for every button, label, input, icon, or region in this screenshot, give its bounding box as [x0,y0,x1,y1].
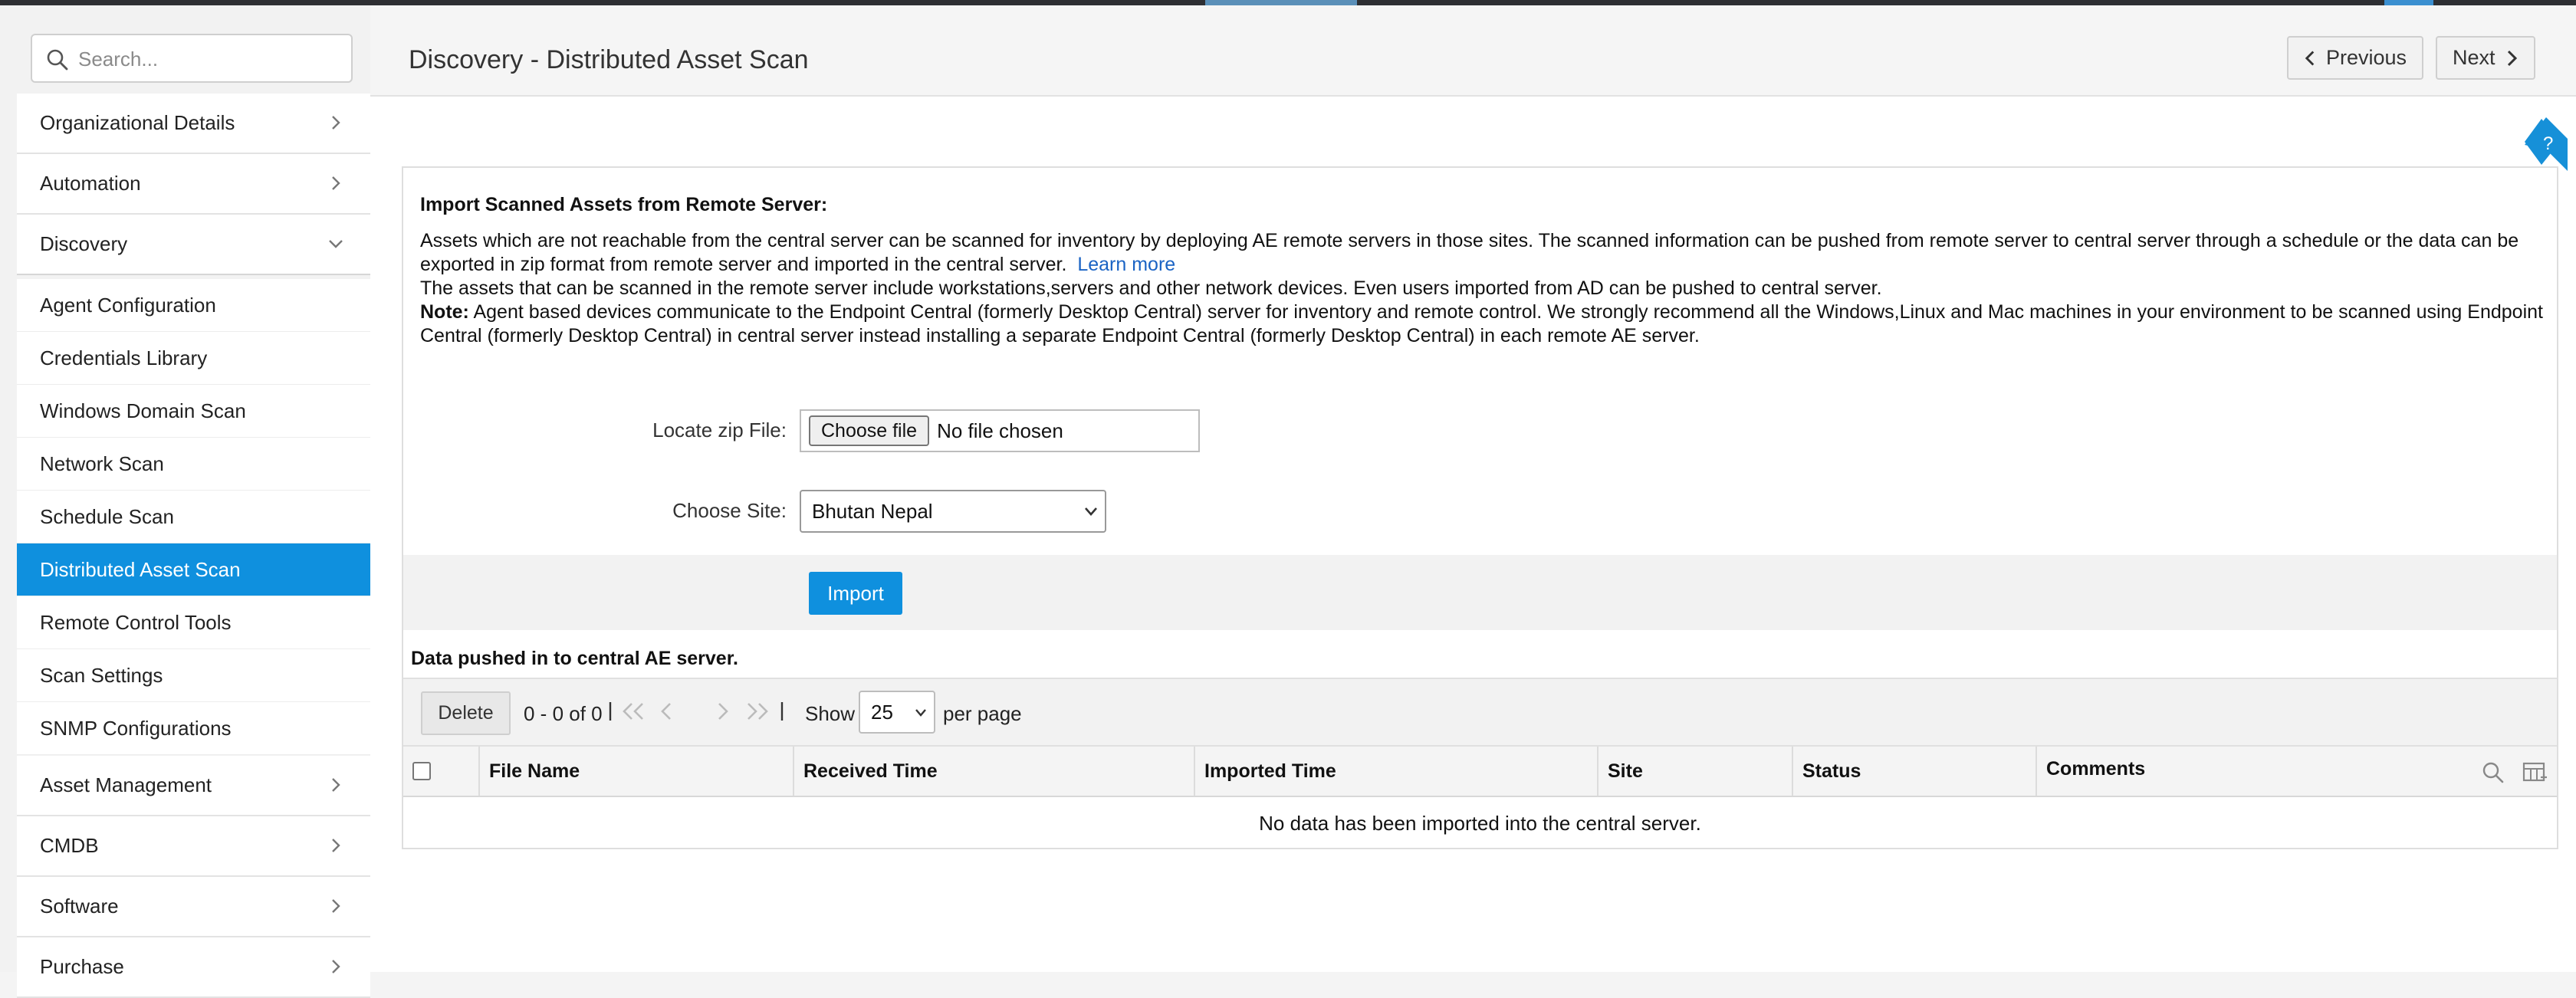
chevron-down-icon [327,235,344,252]
column-comments[interactable] [2037,747,2557,796]
description-paragraph: Assets which are not reachable from the central server can be scanned for inventory by deploying AE remote servers in those sites. The scanned information can be pushed from remote server to central server through a schedule or the data can be exported in zip format from remote server and imported in the central server. [420,230,2519,275]
sidebar-item-distributed-asset-scan[interactable] [17,543,370,596]
column-label: Status [1802,760,1861,782]
sidebar [0,5,370,978]
search-input[interactable] [78,44,339,74]
site-label: Choose Site: [672,499,787,522]
site-select-value: Bhutan Nepal [812,499,933,523]
zip-file-label: Locate zip File: [652,419,787,442]
column-label: Received Time [803,760,938,782]
page-header [370,5,2576,97]
table-toolbar [403,678,2557,745]
sidebar-item-software[interactable] [17,877,370,937]
column-status[interactable] [1793,747,2037,796]
sidebar-item-label: Asset Management [40,773,212,796]
previous-button[interactable] [2287,36,2423,80]
import-button[interactable]: Import [809,572,902,615]
top-bar-highlight [1205,0,1357,5]
first-page-icon[interactable] [619,701,650,722]
column-label: Comments [2046,758,2146,780]
next-button[interactable] [2436,36,2535,80]
top-bar-highlight [2384,0,2433,5]
sidebar-item-credentials-library[interactable] [17,332,370,385]
last-page-icon[interactable] [741,701,771,722]
import-section-title: Import Scanned Assets from Remote Server: [420,194,828,215]
chevron-right-icon [327,114,344,131]
svg-text:?: ? [2543,133,2554,154]
search-icon[interactable] [2481,760,2505,785]
per-page-select[interactable] [859,691,935,734]
column-label: Site [1608,760,1643,782]
pagination-range: 0 - 0 of 0 [524,702,603,725]
per-page-value: 25 [871,700,893,724]
separator-icon [607,701,615,722]
import-panel [402,166,2558,849]
chevron-right-icon [327,958,344,975]
column-label: File Name [489,760,580,782]
nav-bottom [17,756,370,998]
sidebar-item-label: CMDB [40,834,99,857]
sidebar-item-label: Agent Configuration [40,293,216,317]
data-section-title: Data pushed in to central AE server. [411,648,738,669]
previous-page-icon[interactable] [658,701,676,722]
previous-label: Previous [2325,46,2407,69]
next-label: Next [2453,46,2496,69]
column-imported-time[interactable] [1195,747,1598,796]
sidebar-item-label: Windows Domain Scan [40,399,246,422]
sidebar-item-purchase[interactable] [17,937,370,998]
page-title: Discovery - Distributed Asset Scan [409,45,809,74]
sidebar-item-label: Distributed Asset Scan [40,557,241,581]
import-description [420,229,2544,348]
chevron-right-icon [327,175,344,192]
per-page-label: per page [943,702,1022,725]
column-site[interactable] [1598,747,1793,796]
delete-button[interactable]: Delete [421,691,511,735]
select-all-cell [403,747,480,796]
import-action-bar [403,555,2557,630]
sidebar-item-label: Purchase [40,955,124,978]
sidebar-item-discovery[interactable] [17,215,370,275]
site-select[interactable] [800,490,1106,533]
sidebar-item-remote-control-tools[interactable] [17,596,370,649]
show-label: Show [805,702,856,725]
sidebar-item-organizational-details[interactable] [17,94,370,154]
column-received-time[interactable] [794,747,1195,796]
sidebar-item-label: Network Scan [40,451,164,475]
learn-more-link[interactable]: Learn more [1077,254,1176,275]
select-all-checkbox[interactable] [412,762,431,780]
sidebar-item-network-scan[interactable] [17,438,370,491]
separator-icon [779,701,787,722]
sidebar-item-label: SNMP Configurations [40,716,232,740]
nav-discovery-sub [17,279,370,755]
file-status: No file chosen [937,419,1063,442]
note-text: Agent based devices communicate to the Endpoint Central (formerly Desktop Central) server for inventory and remote control. We strongly recommend all the Windows,Linux and Mac machines in your environment to be scanned using Endpoint Central (formerly Desktop Central) in central server instead installing a separate Endpoint Central (formerly Desktop Central) in each remote AE server. [420,301,2543,346]
note-label: Note: [420,301,469,323]
chevron-left-icon [2304,50,2317,67]
chevron-right-icon [327,776,344,793]
choose-file-button[interactable]: Choose file [809,415,929,446]
sidebar-item-label: Organizational Details [40,111,235,134]
sidebar-item-schedule-scan[interactable] [17,491,370,543]
search-icon [46,48,69,71]
nav-top [17,94,370,275]
chevron-right-icon [327,837,344,854]
chevron-right-icon [2505,50,2518,67]
file-input[interactable] [800,409,1200,452]
column-label: Imported Time [1204,760,1336,782]
table-header [403,745,2557,797]
sidebar-item-label: Schedule Scan [40,504,174,528]
next-page-icon[interactable] [713,701,731,722]
description-paragraph: The assets that can be scanned in the remote server include workstations,servers and other network devices. Even users imported from AD can be pushed to central server. [420,277,1882,299]
sidebar-item-label: Scan Settings [40,663,163,687]
sidebar-item-label: Discovery [40,232,128,255]
chevron-right-icon [327,898,344,914]
sidebar-item-label: Credentials Library [40,346,208,369]
sidebar-item-label: Automation [40,172,141,195]
column-file-name[interactable] [480,747,794,796]
main-content [370,5,2576,972]
search-box[interactable] [31,34,353,83]
chevron-down-icon [914,707,928,718]
sidebar-item-snmp-configurations[interactable] [17,702,370,755]
chevron-down-icon [1083,505,1099,517]
sidebar-item-automation[interactable] [17,154,370,215]
sidebar-item-label: Remote Control Tools [40,610,232,634]
sidebar-item-asset-management[interactable] [17,756,370,816]
empty-table-message: No data has been imported into the central server. [1259,811,1701,835]
sidebar-item-cmdb[interactable] [17,816,370,877]
sidebar-item-label: Software [40,895,119,918]
sidebar-item-agent-configuration[interactable] [17,279,370,332]
sidebar-item-windows-domain-scan[interactable] [17,385,370,438]
top-bar [0,0,2576,5]
column-chooser-icon[interactable] [2522,760,2547,785]
sidebar-item-scan-settings[interactable] [17,649,370,702]
